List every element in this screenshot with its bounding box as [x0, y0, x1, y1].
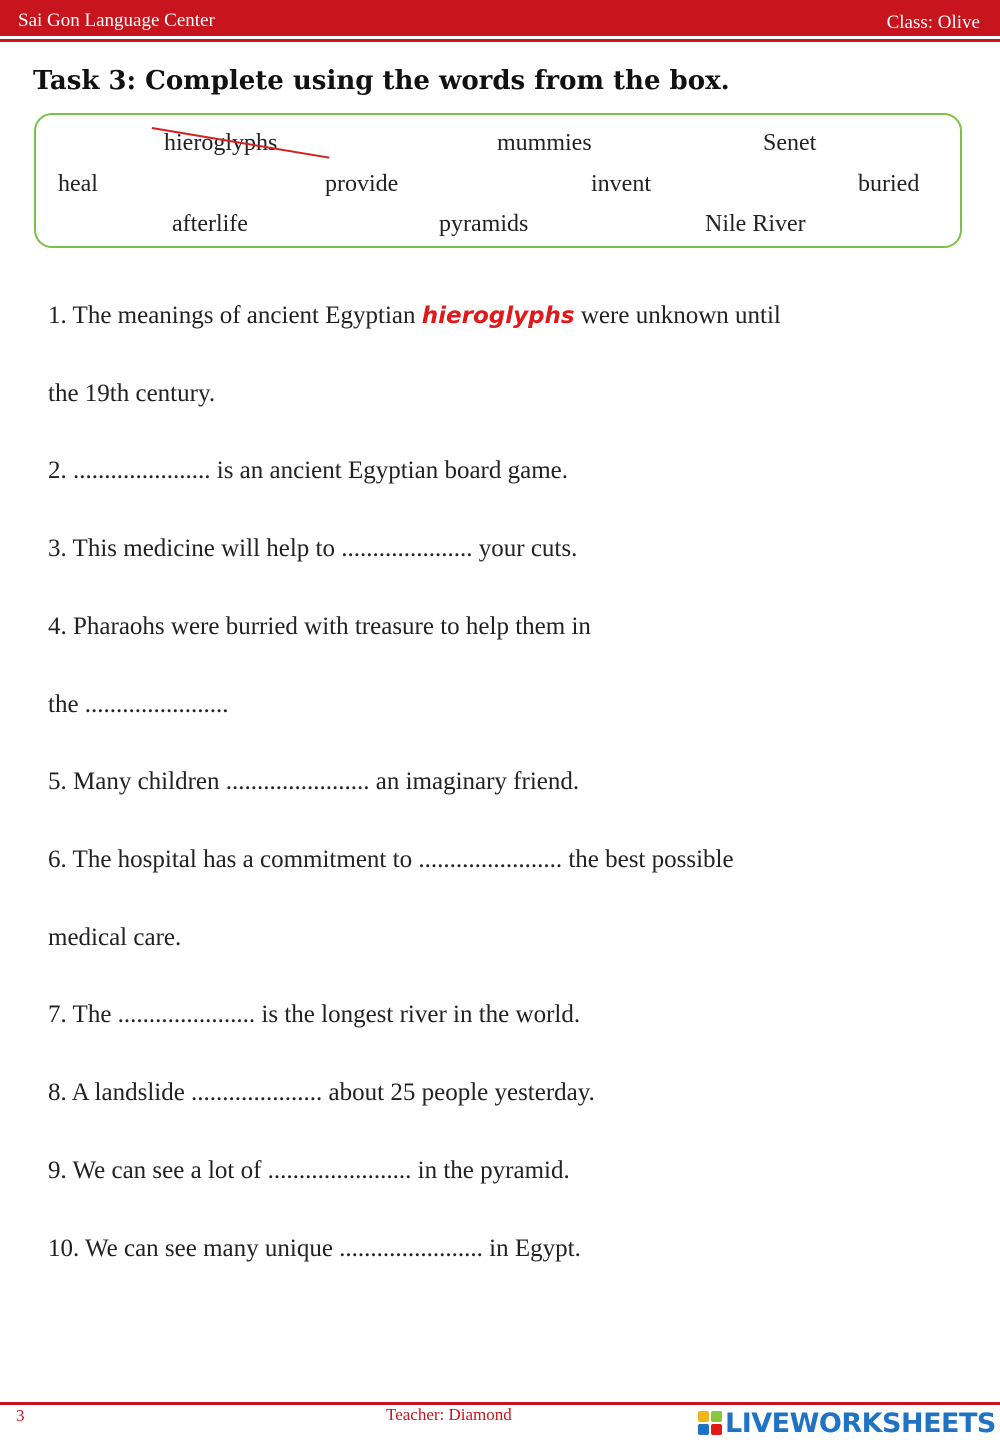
teacher-name: Teacher: Diamond	[386, 1405, 512, 1424]
question-5[interactable]: 5. Many children ....................... an imaginary friend.	[48, 768, 580, 795]
word-mummies: mummies	[497, 130, 592, 156]
question-6-continuation: medical care.	[48, 924, 182, 951]
word-buried: buried	[858, 171, 920, 197]
question-4: 4. Pharaohs were burried with treasure to help them in	[48, 613, 591, 640]
word-provide: provide	[325, 171, 399, 197]
word-heal: heal	[58, 171, 98, 197]
center-name: Sai Gon Language Center	[18, 10, 215, 31]
question-4-continuation[interactable]: the .......................	[48, 691, 229, 718]
question-1-before: 1. The meanings of ancient Egyptian	[48, 302, 422, 329]
liveworksheets-logo[interactable]	[698, 1408, 996, 1438]
task-title: Task 3: Complete using the words from the box.	[33, 66, 730, 96]
word-pyramids: pyramids	[439, 211, 529, 237]
question-1	[48, 302, 781, 330]
question-10[interactable]: 10. We can see many unique ....................... in Egypt.	[48, 1235, 581, 1262]
question-7[interactable]: 7. The ...................... is the longest river in the world.	[48, 1001, 581, 1028]
brand-name: LIVEWORKSHEETS	[725, 1407, 996, 1439]
question-6[interactable]: 6. The hospital has a commitment to ....................... the best possible	[48, 846, 734, 873]
brand-blocks-icon	[698, 1411, 722, 1435]
question-3[interactable]: 3. This medicine will help to ..................... your cuts.	[48, 535, 578, 562]
header-bar	[0, 0, 1000, 36]
word-senet: Senet	[763, 130, 817, 156]
page-number: 3	[16, 1406, 25, 1425]
word-invent: invent	[591, 171, 651, 197]
question-1-after: were unknown until	[574, 302, 781, 329]
word-nile-river: Nile River	[705, 211, 806, 237]
question-1-continuation: the 19th century.	[48, 380, 216, 407]
header-divider	[0, 39, 1000, 42]
class-label: Class: Olive	[886, 12, 980, 33]
word-hieroglyphs: hieroglyphs	[164, 130, 278, 156]
question-9[interactable]: 9. We can see a lot of ....................... in the pyramid.	[48, 1157, 570, 1184]
question-2[interactable]: 2. ...................... is an ancient Egyptian board game.	[48, 457, 569, 484]
question-8[interactable]: 8. A landslide ..................... about 25 people yesterday.	[48, 1079, 595, 1106]
word-afterlife: afterlife	[172, 211, 248, 237]
question-1-answer[interactable]: hieroglyphs	[421, 303, 575, 329]
